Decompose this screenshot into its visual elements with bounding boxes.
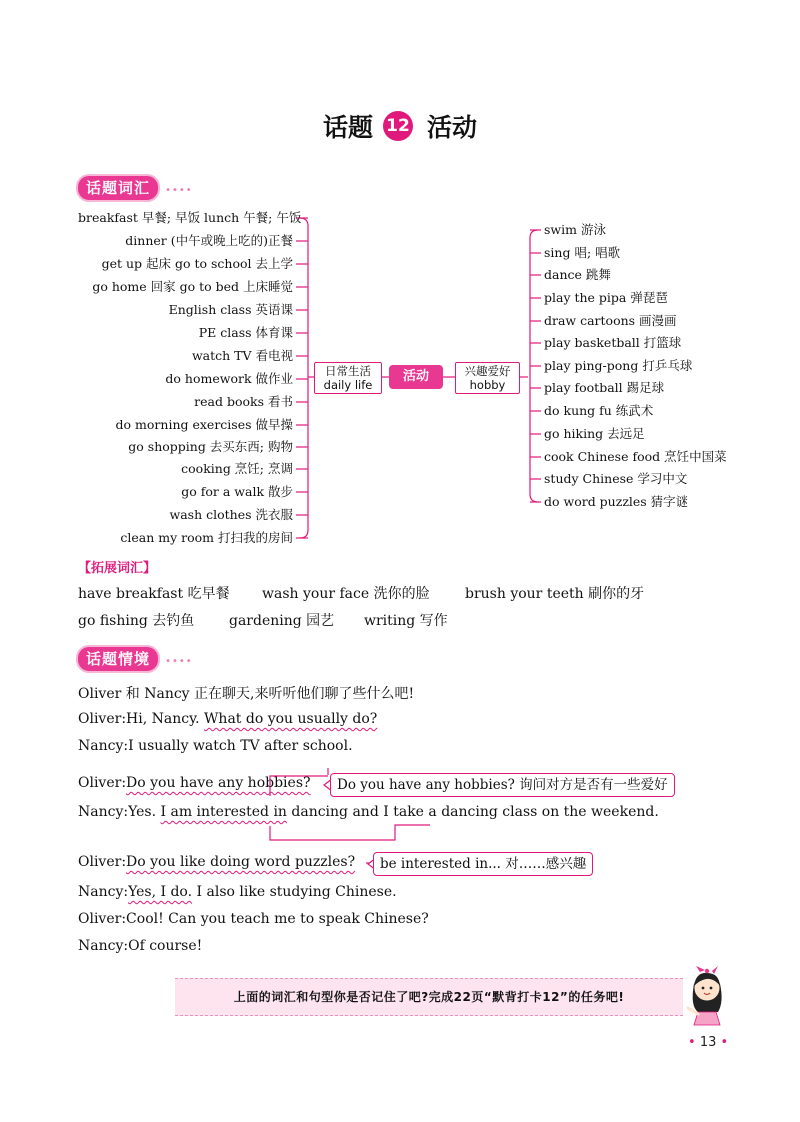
dialogue-line: [78, 938, 202, 954]
speaker: Oliver:: [78, 911, 127, 927]
list-item: wash clothes 洗衣服: [169, 507, 293, 522]
list-item: do homework 做作业: [165, 371, 293, 386]
dots-decoration: ••••: [165, 185, 193, 196]
extended-item: wash your face 洗你的脸: [262, 586, 430, 602]
list-item: go home 回家 go to bed 上床睡觉: [92, 279, 293, 294]
node-daily-life-cn: 日常生活: [325, 364, 371, 378]
girl-illustration: [678, 962, 736, 1026]
list-item: draw cartoons 画漫画: [544, 313, 677, 328]
highlighted-phrase: Do you have any hobbies?: [126, 775, 311, 791]
list-item: cook Chinese food 烹饪中国菜: [544, 449, 727, 464]
speaker: Oliver:: [78, 775, 127, 791]
highlighted-phrase: I am interested in: [160, 804, 287, 820]
speaker: Nancy:: [78, 884, 129, 900]
title-prefix: 话题: [322, 113, 373, 142]
line-text: Hi, Nancy.: [126, 711, 205, 727]
list-item: play basketball 打篮球: [544, 335, 682, 350]
section-context-header: [76, 645, 193, 673]
note-interested: be interested in... 对……感兴趣: [373, 852, 593, 876]
node-hobby-cn: 兴趣爱好: [464, 364, 511, 378]
dialogue-line: [78, 738, 353, 754]
line-text: I usually watch TV after school.: [128, 738, 353, 754]
list-item: PE class 体育课: [198, 325, 293, 340]
list-item: read books 看书: [194, 394, 293, 409]
node-daily-life: [314, 362, 382, 394]
node-hobby-en: hobby: [469, 378, 506, 392]
dialogue-line: [78, 711, 377, 727]
speaker: Nancy:: [78, 804, 129, 820]
list-item: English class 英语课: [168, 302, 293, 317]
list-item: play ping-pong 打乒乓球: [544, 358, 693, 373]
reminder-banner: 上面的词汇和句型你是否记住了吧?完成22页“默背打卡12”的任务吧!: [175, 978, 683, 1016]
list-item: do morning exercises 做早操: [115, 417, 293, 432]
extended-item: go fishing 去钓鱼: [78, 613, 195, 629]
list-item: study Chinese 学习中文: [544, 471, 688, 486]
list-item: clean my room 打扫我的房间: [120, 530, 293, 545]
list-item: do kung fu 练武术: [544, 403, 654, 418]
dots-decoration: ••••: [165, 656, 193, 667]
list-item: breakfast 早餐; 早饭 lunch 午餐; 午饭: [78, 210, 302, 225]
speaker: Nancy:: [78, 938, 129, 954]
list-item: cooking 烹饪; 烹调: [181, 461, 293, 476]
line-text: Of course!: [128, 938, 203, 954]
list-item: play the pipa 弹琵琶: [544, 290, 668, 305]
dialogue-line: [78, 854, 355, 870]
list-item: dinner (中午或晚上吃的)正餐: [125, 233, 293, 248]
list-item: go hiking 去远足: [544, 426, 645, 441]
highlighted-phrase: Do you like doing word puzzles?: [126, 854, 356, 870]
list-item: go for a walk 散步: [181, 484, 293, 499]
page-number: [688, 1035, 728, 1050]
extended-item: have breakfast 吃早餐: [78, 586, 230, 602]
title-topic: 活动: [427, 113, 478, 142]
extended-item: brush your teeth 刷你的牙: [465, 586, 645, 602]
highlighted-phrase: Yes, I do.: [128, 884, 193, 900]
list-item: do word puzzles 猜字谜: [544, 494, 689, 509]
section-context-badge: 话题情境: [76, 645, 160, 673]
line-text: Cool! Can you teach me to speak Chinese?: [126, 911, 429, 927]
page-number-text: 13: [699, 1035, 717, 1050]
speaker: Oliver:: [78, 854, 127, 870]
section-vocab-badge: 话题词汇: [76, 174, 160, 202]
dialogue-line: [78, 775, 311, 791]
node-daily-life-en: daily life: [323, 378, 373, 392]
extended-vocab-label: 【拓展词汇】: [78, 561, 157, 576]
dot-decoration: •: [688, 1035, 696, 1050]
line-text: dancing and I take a dancing class on the weekend.: [286, 804, 659, 820]
list-item: swim 游泳: [544, 222, 606, 237]
dot-decoration: •: [720, 1035, 729, 1050]
node-hobby: [455, 362, 520, 394]
speaker: Oliver:: [78, 711, 127, 727]
dialogue-line: [78, 911, 429, 927]
line-text: I also like studying Chinese.: [192, 884, 397, 900]
note-hobbies: Do you have any hobbies? 询问对方是否有一些爱好: [330, 773, 675, 797]
speaker: Nancy:: [78, 738, 129, 754]
dialogue-line: [78, 884, 397, 900]
line-text: Yes.: [128, 804, 161, 820]
dialogue-line: [78, 804, 659, 820]
list-item: dance 跳舞: [544, 267, 611, 282]
title-number-badge: 12: [383, 111, 413, 141]
extended-item: writing 写作: [364, 613, 448, 629]
dialogue-intro: Oliver 和 Nancy 正在聊天,来听听他们聊了些什么吧!: [78, 686, 415, 702]
extended-item: gardening 园艺: [229, 613, 335, 629]
list-item: sing 唱; 唱歌: [544, 245, 621, 260]
node-center: 活动: [389, 365, 443, 389]
list-item: play football 踢足球: [544, 380, 665, 395]
list-item: watch TV 看电视: [191, 348, 293, 363]
list-item: go shopping 去买东西; 购物: [128, 439, 293, 454]
highlighted-phrase: What do you usually do?: [204, 711, 378, 727]
list-item: get up 起床 go to school 去上学: [101, 256, 293, 271]
